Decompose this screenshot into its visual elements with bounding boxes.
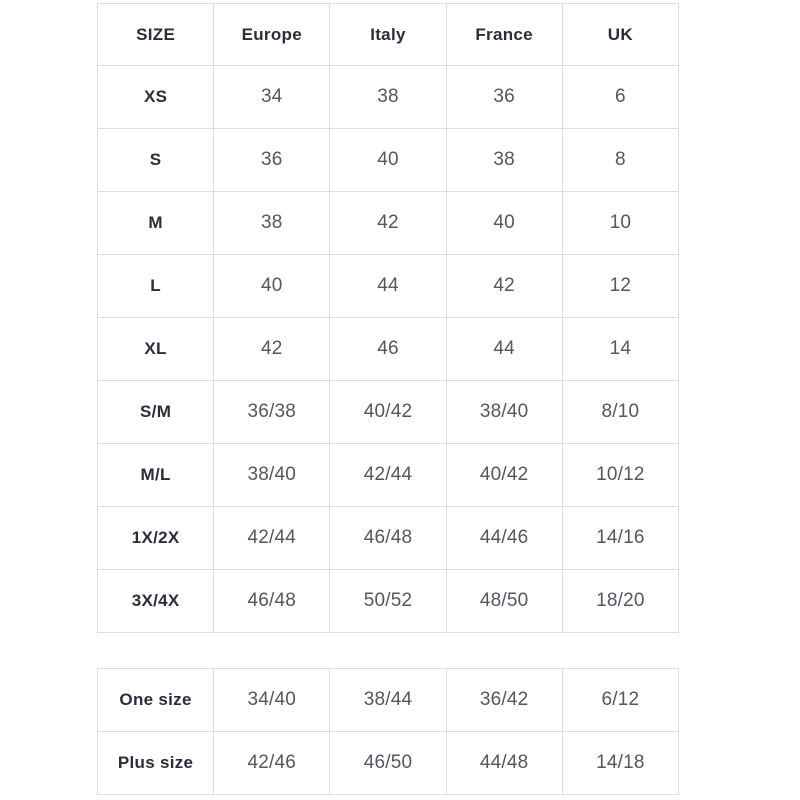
size-value-cell: 48/50 bbox=[446, 570, 562, 633]
size-value-cell: 40/42 bbox=[330, 381, 446, 444]
size-value-cell: 42 bbox=[446, 255, 562, 318]
row-label: M bbox=[98, 192, 214, 255]
size-value-cell: 34 bbox=[214, 66, 330, 129]
size-value-cell: 42/46 bbox=[214, 732, 330, 795]
row-label: One size bbox=[98, 669, 214, 732]
size-value-cell: 46/48 bbox=[214, 570, 330, 633]
size-value-cell: 12 bbox=[562, 255, 678, 318]
size-value-cell: 8/10 bbox=[562, 381, 678, 444]
column-header: France bbox=[446, 4, 562, 66]
size-value-cell: 18/20 bbox=[562, 570, 678, 633]
row-label: 1X/2X bbox=[98, 507, 214, 570]
table-row bbox=[98, 732, 679, 795]
table-row bbox=[98, 381, 679, 444]
size-value-cell: 36 bbox=[214, 129, 330, 192]
size-value-cell: 38/40 bbox=[446, 381, 562, 444]
size-value-cell: 36 bbox=[446, 66, 562, 129]
size-value-cell: 14/16 bbox=[562, 507, 678, 570]
table-row bbox=[98, 192, 679, 255]
row-label: S bbox=[98, 129, 214, 192]
size-value-cell: 34/40 bbox=[214, 669, 330, 732]
header-row bbox=[98, 4, 679, 66]
size-value-cell: 46/48 bbox=[330, 507, 446, 570]
size-value-cell: 6/12 bbox=[562, 669, 678, 732]
size-value-cell: 38/40 bbox=[214, 444, 330, 507]
size-conversion-table bbox=[97, 3, 679, 633]
row-label: XS bbox=[98, 66, 214, 129]
row-label: M/L bbox=[98, 444, 214, 507]
size-value-cell: 42 bbox=[330, 192, 446, 255]
size-value-cell: 8 bbox=[562, 129, 678, 192]
size-value-cell: 40 bbox=[330, 129, 446, 192]
size-conversion-page bbox=[97, 3, 679, 795]
column-header: Europe bbox=[214, 4, 330, 66]
size-value-cell: 42/44 bbox=[330, 444, 446, 507]
size-value-cell: 38/44 bbox=[330, 669, 446, 732]
table-row bbox=[98, 318, 679, 381]
column-header: Italy bbox=[330, 4, 446, 66]
size-value-cell: 14 bbox=[562, 318, 678, 381]
size-value-cell: 46 bbox=[330, 318, 446, 381]
table-row bbox=[98, 570, 679, 633]
size-value-cell: 44 bbox=[330, 255, 446, 318]
row-label: XL bbox=[98, 318, 214, 381]
table-row bbox=[98, 444, 679, 507]
size-table-body bbox=[98, 66, 679, 633]
row-label: S/M bbox=[98, 381, 214, 444]
size-value-cell: 38 bbox=[214, 192, 330, 255]
size-value-cell: 44/46 bbox=[446, 507, 562, 570]
size-value-cell: 6 bbox=[562, 66, 678, 129]
special-sizes-body bbox=[98, 669, 679, 795]
size-value-cell: 36/38 bbox=[214, 381, 330, 444]
size-value-cell: 14/18 bbox=[562, 732, 678, 795]
row-label: Plus size bbox=[98, 732, 214, 795]
table-row bbox=[98, 66, 679, 129]
size-value-cell: 44/48 bbox=[446, 732, 562, 795]
size-value-cell: 10 bbox=[562, 192, 678, 255]
table-row bbox=[98, 507, 679, 570]
table-row bbox=[98, 255, 679, 318]
size-value-cell: 36/42 bbox=[446, 669, 562, 732]
size-value-cell: 40 bbox=[214, 255, 330, 318]
size-table-header bbox=[98, 4, 679, 66]
size-value-cell: 44 bbox=[446, 318, 562, 381]
column-header: UK bbox=[562, 4, 678, 66]
size-value-cell: 42 bbox=[214, 318, 330, 381]
size-value-cell: 10/12 bbox=[562, 444, 678, 507]
size-value-cell: 38 bbox=[330, 66, 446, 129]
size-value-cell: 38 bbox=[446, 129, 562, 192]
row-label: L bbox=[98, 255, 214, 318]
table-row bbox=[98, 669, 679, 732]
size-value-cell: 40 bbox=[446, 192, 562, 255]
size-value-cell: 42/44 bbox=[214, 507, 330, 570]
size-value-cell: 46/50 bbox=[330, 732, 446, 795]
column-header: SIZE bbox=[98, 4, 214, 66]
size-value-cell: 50/52 bbox=[330, 570, 446, 633]
size-value-cell: 40/42 bbox=[446, 444, 562, 507]
special-sizes-table bbox=[97, 668, 679, 795]
table-row bbox=[98, 129, 679, 192]
row-label: 3X/4X bbox=[98, 570, 214, 633]
